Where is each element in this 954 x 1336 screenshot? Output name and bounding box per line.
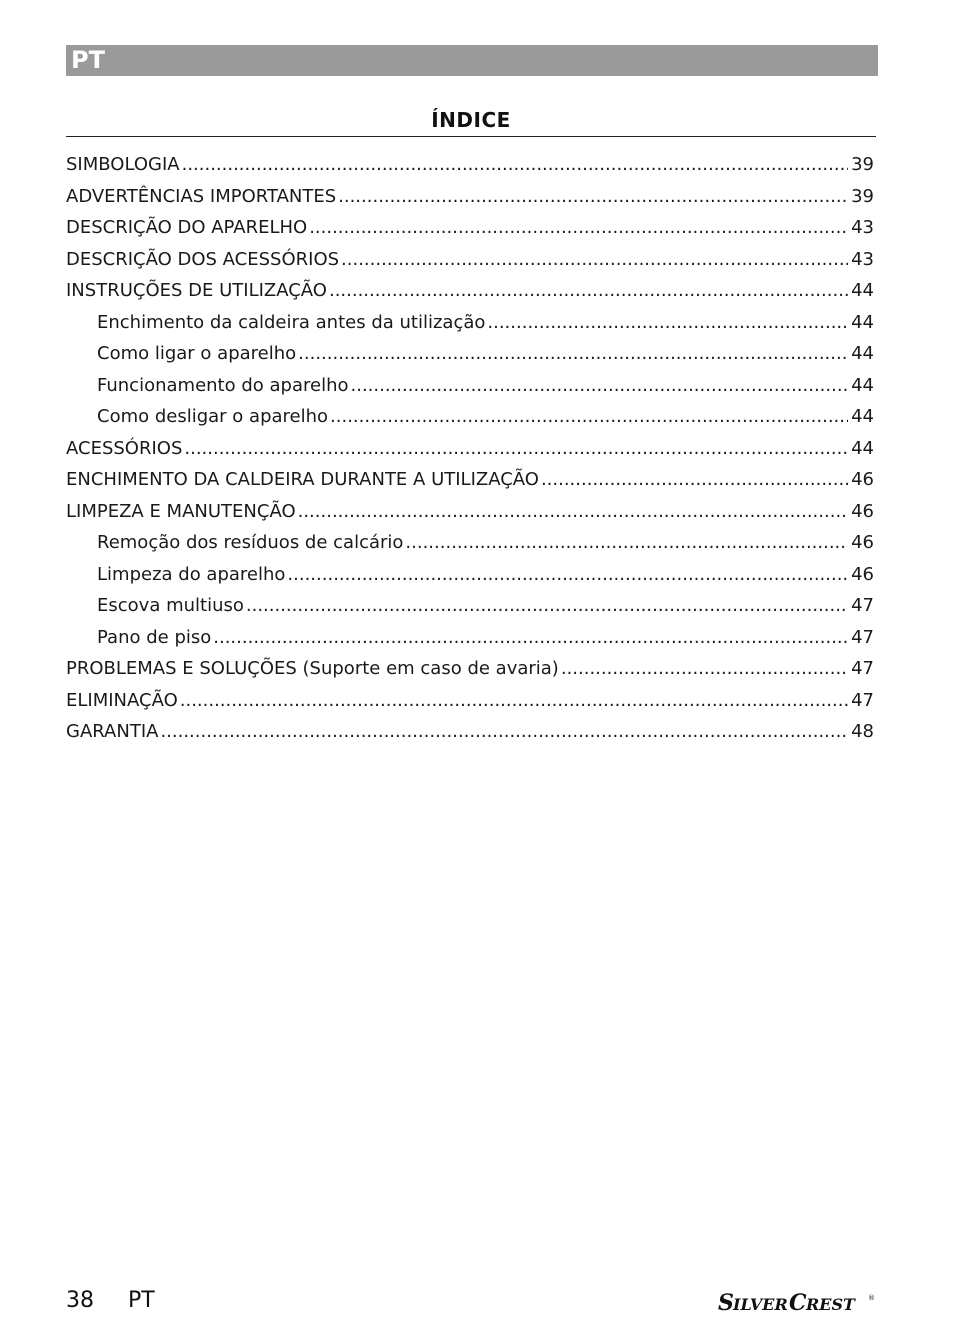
toc-entry-page: 43 bbox=[851, 217, 874, 238]
toc-entry-label: LIMPEZA E MANUTENÇÃO bbox=[66, 500, 296, 522]
toc-entry bbox=[66, 150, 874, 182]
toc-entry-page: 48 bbox=[851, 721, 874, 742]
page-title: ÍNDICE bbox=[431, 108, 511, 132]
toc-entry-page: 44 bbox=[851, 437, 874, 459]
toc-entry-label: DESCRIÇÃO DO APARELHO bbox=[66, 217, 308, 238]
toc-leader-dots bbox=[351, 371, 849, 401]
toc-leader-dots bbox=[405, 528, 848, 558]
toc-entry-page: 46 bbox=[851, 563, 874, 585]
toc-entry-page: 39 bbox=[851, 154, 874, 175]
toc-leader-dots bbox=[160, 717, 848, 747]
silvercrest-logo-icon bbox=[718, 1288, 880, 1316]
toc-entry-label: Como desligar o aparelho bbox=[97, 406, 329, 427]
svg-text:S: S bbox=[718, 1290, 734, 1316]
toc-leader-dots bbox=[298, 339, 848, 369]
toc-entry-page: 46 bbox=[851, 500, 874, 522]
language-header-bar bbox=[66, 45, 878, 76]
title-divider bbox=[66, 136, 876, 137]
toc-leader-dots bbox=[184, 434, 848, 464]
toc-leader-dots bbox=[298, 497, 848, 527]
toc-entry bbox=[66, 182, 874, 214]
toc-entry-page: 47 bbox=[851, 626, 874, 648]
svg-text:ILVER: ILVER bbox=[733, 1295, 788, 1314]
toc-subentry bbox=[66, 560, 874, 592]
toc-leader-dots bbox=[287, 560, 848, 590]
toc-entry-label: GARANTIA bbox=[66, 721, 159, 742]
language-code: PT bbox=[71, 46, 105, 74]
toc-entry-label: INSTRUÇÕES DE UTILIZAÇÃO bbox=[66, 280, 327, 301]
footer-language-code: PT bbox=[128, 1288, 155, 1313]
toc-entry bbox=[66, 654, 874, 686]
toc-leader-dots bbox=[180, 686, 848, 716]
toc-subentry bbox=[66, 591, 874, 623]
toc-leader-dots bbox=[246, 591, 848, 621]
toc-entry bbox=[66, 434, 874, 466]
brand-logo bbox=[718, 1288, 880, 1316]
toc-leader-dots bbox=[182, 150, 849, 180]
toc-leader-dots bbox=[213, 623, 848, 653]
toc-leader-dots bbox=[561, 654, 848, 684]
toc-entry-label: Remoção dos resíduos de calcário bbox=[97, 532, 404, 553]
toc-entry-label: ADVERTÊNCIAS IMPORTANTES bbox=[66, 185, 337, 207]
toc-entry bbox=[66, 276, 874, 308]
toc-entry-page: 44 bbox=[851, 343, 874, 364]
toc-entry bbox=[66, 245, 874, 277]
toc-subentry bbox=[66, 528, 874, 560]
toc-entry-page: 47 bbox=[851, 658, 874, 679]
toc-entry-page: 44 bbox=[851, 374, 874, 396]
toc-leader-dots bbox=[541, 465, 848, 495]
toc-entry-label: ENCHIMENTO DA CALDEIRA DURANTE A UTILIZAÇÃO bbox=[66, 469, 539, 490]
toc-entry-page: 44 bbox=[851, 311, 874, 333]
table-of-contents bbox=[66, 150, 874, 749]
toc-entry-label: SIMBOLOGIA bbox=[66, 154, 180, 175]
toc-entry-page: 46 bbox=[851, 532, 874, 553]
toc-subentry bbox=[66, 308, 874, 340]
toc-entry-label: Enchimento da caldeira antes da utilização bbox=[97, 311, 486, 333]
toc-entry-label: Pano de piso bbox=[97, 626, 212, 648]
toc-leader-dots bbox=[341, 245, 848, 275]
svg-text:C: C bbox=[789, 1290, 807, 1316]
toc-subentry bbox=[66, 371, 874, 403]
toc-entry-label: Escova multiuso bbox=[97, 595, 244, 616]
toc-entry bbox=[66, 465, 874, 497]
toc-entry-label: Limpeza do aparelho bbox=[97, 563, 286, 585]
toc-leader-dots bbox=[309, 213, 848, 243]
toc-entry-label: Funcionamento do aparelho bbox=[97, 374, 349, 396]
footer-page-number: 38 bbox=[66, 1288, 94, 1313]
toc-entry bbox=[66, 213, 874, 245]
toc-entry bbox=[66, 686, 874, 718]
toc-subentry bbox=[66, 339, 874, 371]
toc-entry-page: 46 bbox=[851, 469, 874, 490]
toc-entry-label: PROBLEMAS E SOLUÇÕES (Suporte em caso de avaria) bbox=[66, 658, 559, 679]
toc-entry-page: 44 bbox=[851, 406, 874, 427]
toc-leader-dots bbox=[487, 308, 848, 338]
toc-entry bbox=[66, 497, 874, 529]
toc-leader-dots bbox=[329, 276, 848, 306]
toc-entry-label: Como ligar o aparelho bbox=[97, 343, 297, 364]
toc-entry-page: 43 bbox=[851, 248, 874, 270]
toc-entry-page: 44 bbox=[851, 280, 874, 301]
toc-entry bbox=[66, 717, 874, 749]
toc-leader-dots bbox=[330, 402, 848, 432]
svg-text:®: ® bbox=[868, 1294, 875, 1302]
toc-entry-label: ELIMINAÇÃO bbox=[66, 689, 178, 711]
toc-entry-page: 39 bbox=[851, 185, 874, 207]
toc-entry-page: 47 bbox=[851, 595, 874, 616]
toc-entry-page: 47 bbox=[851, 689, 874, 711]
toc-subentry bbox=[66, 623, 874, 655]
svg-text:REST: REST bbox=[806, 1295, 855, 1314]
toc-subentry bbox=[66, 402, 874, 434]
toc-entry-label: ACESSÓRIOS bbox=[66, 437, 183, 459]
toc-entry-label: DESCRIÇÃO DOS ACESSÓRIOS bbox=[66, 248, 340, 270]
toc-leader-dots bbox=[338, 182, 848, 212]
